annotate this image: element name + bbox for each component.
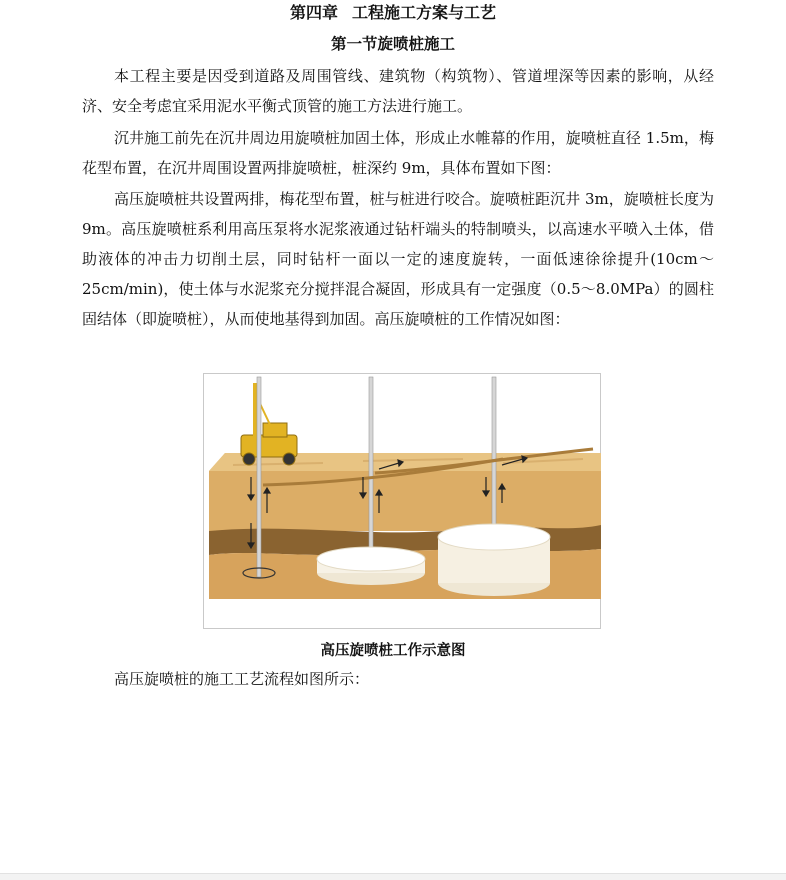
paragraph-intro: 本工程主要是因受到道路及周围管线、建筑物（构筑物）、管道埋深等因素的影响，从经济、安全考虑宜采用泥水平衡式顶管的施工方法进行施工。: [82, 67, 714, 115]
drill-rod-right: [492, 377, 496, 527]
drill-rod-middle: [369, 377, 373, 561]
chapter-heading: [0, 2, 786, 24]
drill-rod-left: [257, 377, 261, 577]
chapter-number: 第四章: [289, 3, 338, 22]
section-heading: 第一节旋喷桩施工: [330, 34, 455, 53]
grout-column-large: [438, 524, 550, 596]
paragraph-jet-grouting: 高压旋喷桩共设置两排，梅花型布置，桩与桩进行咬合。旋喷桩距沉井 3m，旋喷桩长度为 9m。高压旋喷桩系利用高压泵将水泥浆液通过钻杆端头的特制喷头，以高速水平喷入土体，借助液体的冲击力切削土层，同时钻杆一面以一定的速度旋转，一面低速徐徐提升(10cm～25cm/min)，使土体与水泥浆充分搅拌混合凝固，形成具有一定强度（0.5～8.0MPa）的圆柱固结体（即旋喷桩），从而使地基得到加固。高压旋喷桩的工作情况如图：: [82, 190, 714, 328]
paragraph-sinking-well: 沉井施工前先在沉井周边用旋喷桩加固土体，形成止水帷幕的作用，旋喷桩直径 1.5m，梅花型布置，在沉井周围设置两排旋喷桩，桩深约 9m，具体布置如下图：: [82, 129, 714, 177]
soil-front-upper: [209, 471, 601, 531]
grout-column-small: [317, 547, 425, 585]
paragraph-process-flow: 高压旋喷桩的施工工艺流程如图所示：: [114, 670, 370, 688]
chapter-title: 工程施工方案与工艺: [352, 3, 497, 22]
jet-grouting-illustration: [203, 373, 601, 629]
figure-caption: 高压旋喷桩工作示意图: [320, 642, 466, 659]
